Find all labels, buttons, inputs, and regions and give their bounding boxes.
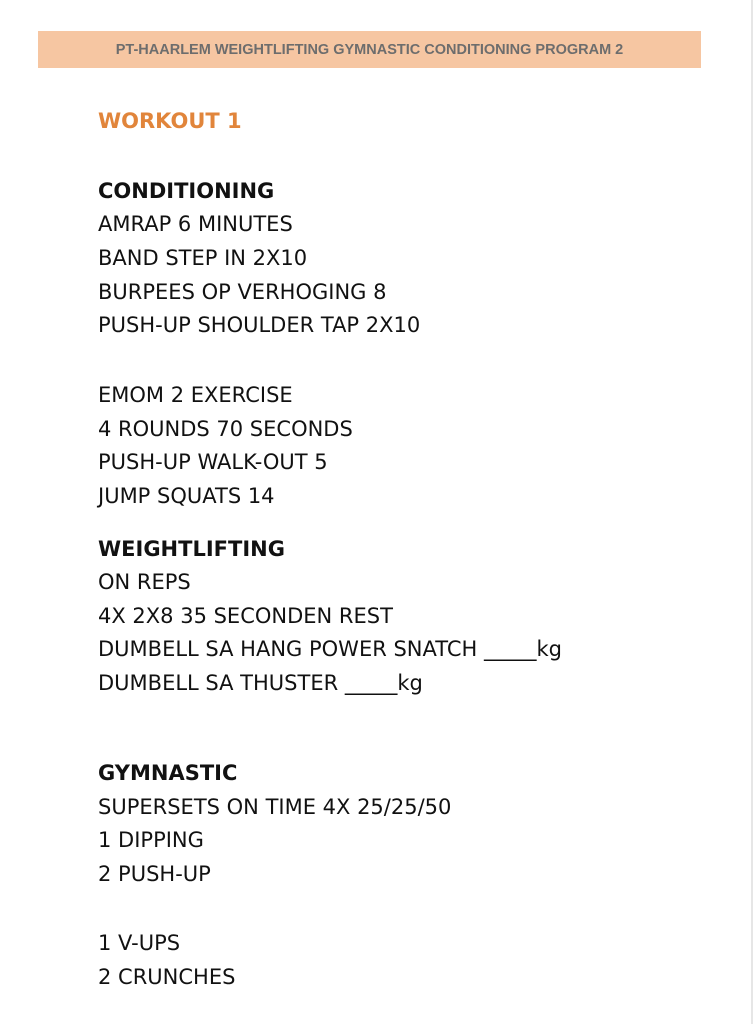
section-heading-conditioning: CONDITIONING bbox=[98, 179, 275, 203]
conditioning-line: BAND STEP IN 2X10 bbox=[98, 246, 308, 270]
section-heading-gymnastic: GYMNASTIC bbox=[98, 761, 238, 785]
gymnastic-line: SUPERSETS ON TIME 4X 25/25/50 bbox=[98, 795, 452, 819]
section-heading-weightlifting: WEIGHTLIFTING bbox=[98, 537, 285, 561]
program-header bbox=[38, 31, 701, 68]
workout-title: WORKOUT 1 bbox=[98, 109, 242, 133]
gymnastic-line: 2 PUSH-UP bbox=[98, 862, 211, 886]
conditioning-line: AMRAP 6 MINUTES bbox=[98, 212, 293, 236]
program-title: PT-HAARLEM WEIGHTLIFTING GYMNASTIC CONDITIONING PROGRAM 2 bbox=[115, 41, 624, 58]
conditioning-line: BURPEES OP VERHOGING 8 bbox=[98, 280, 387, 304]
gymnastic-line: 1 V-UPS bbox=[98, 931, 181, 955]
gymnastic-line: 1 DIPPING bbox=[98, 828, 204, 852]
conditioning-line: 4 ROUNDS 70 SECONDS bbox=[98, 417, 353, 441]
weightlifting-line: DUMBELL SA HANG POWER SNATCH _____kg bbox=[98, 637, 562, 661]
weightlifting-line: DUMBELL SA THUSTER _____kg bbox=[98, 671, 423, 695]
conditioning-line: EMOM 2 EXERCISE bbox=[98, 383, 293, 407]
weightlifting-line: ON REPS bbox=[98, 570, 191, 594]
conditioning-line: PUSH-UP WALK-OUT 5 bbox=[98, 450, 328, 474]
conditioning-line: JUMP SQUATS 14 bbox=[98, 484, 275, 508]
weightlifting-line: 4X 2X8 35 SECONDEN REST bbox=[98, 604, 393, 628]
conditioning-line: PUSH-UP SHOULDER TAP 2X10 bbox=[98, 313, 421, 337]
gymnastic-line: 2 CRUNCHES bbox=[98, 965, 236, 989]
